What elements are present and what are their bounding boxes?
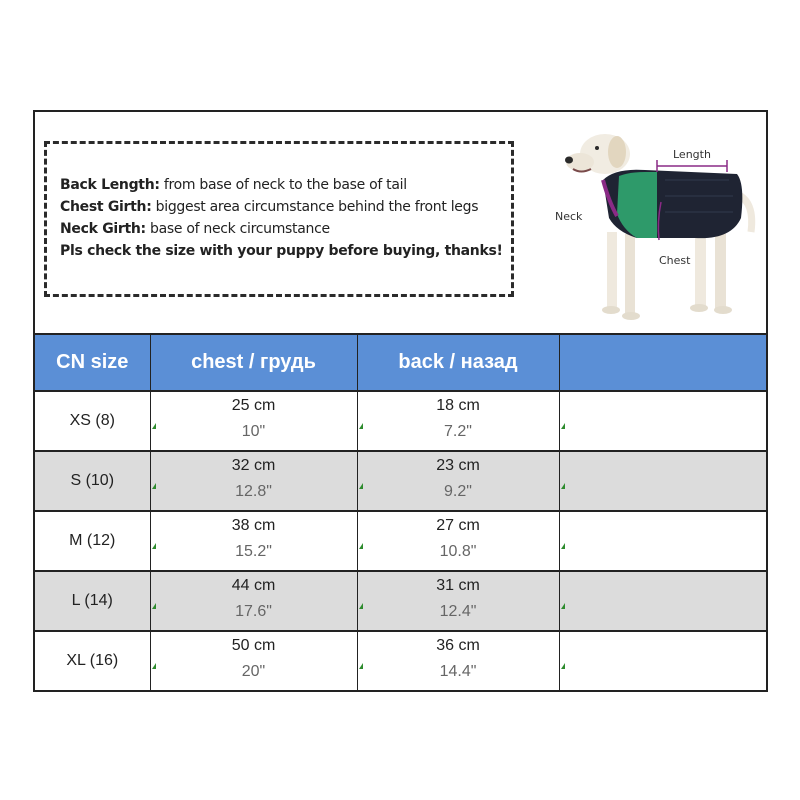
empty-cell xyxy=(559,451,766,511)
table-row xyxy=(35,511,766,571)
cell-marker xyxy=(152,543,156,549)
cell-marker xyxy=(561,603,565,609)
neck-girth-label: Neck Girth: xyxy=(60,221,146,237)
dog-measurement-diagram xyxy=(545,122,765,327)
empty-cell xyxy=(559,631,766,691)
size-value: S (10) xyxy=(70,472,115,489)
back-cell xyxy=(357,451,559,511)
back-cell xyxy=(357,511,559,571)
chest-inch: 12.8" xyxy=(235,483,272,500)
chest-cm: 38 cm xyxy=(231,517,276,534)
cell-marker xyxy=(152,603,156,609)
cell-marker xyxy=(359,543,363,549)
header-empty xyxy=(559,335,766,391)
size-value: L (14) xyxy=(71,592,113,609)
size-cell xyxy=(35,451,150,511)
size-cell xyxy=(35,631,150,691)
info-panel xyxy=(35,112,766,335)
table-header-row xyxy=(35,335,766,391)
chest-cell xyxy=(150,631,357,691)
size-value: XS (8) xyxy=(69,412,115,429)
cell-marker xyxy=(152,483,156,489)
cell-marker xyxy=(152,663,156,669)
cell-marker xyxy=(561,483,565,489)
size-cell xyxy=(35,511,150,571)
table-row xyxy=(35,571,766,631)
back-inch: 7.2" xyxy=(444,423,472,440)
back-length-line xyxy=(60,174,511,196)
chest-cm: 32 cm xyxy=(231,457,276,474)
size-chart-frame xyxy=(33,110,768,692)
cell-marker xyxy=(359,483,363,489)
chest-cell xyxy=(150,511,357,571)
chest-label: Chest xyxy=(659,254,691,267)
dog-vest xyxy=(603,170,742,238)
cell-marker xyxy=(359,663,363,669)
table-row xyxy=(35,451,766,511)
cell-marker xyxy=(359,423,363,429)
measurement-notes xyxy=(44,141,514,297)
table-row xyxy=(35,391,766,451)
neck-girth-text: base of neck circumstance xyxy=(145,221,330,237)
size-cell xyxy=(35,391,150,451)
header-cn-size: CN size xyxy=(35,335,150,391)
back-length-text: from base of neck to the base of tail xyxy=(159,177,407,193)
chest-cell xyxy=(150,451,357,511)
back-length-label: Back Length: xyxy=(60,177,160,193)
back-cell xyxy=(357,631,559,691)
size-table xyxy=(35,335,766,692)
chest-cm: 50 cm xyxy=(231,637,276,654)
length-label: Length xyxy=(673,148,711,161)
back-cm: 23 cm xyxy=(436,457,480,474)
size-cell xyxy=(35,571,150,631)
size-value: XL (16) xyxy=(66,652,119,669)
chest-girth-text: biggest area circumstance behind the front legs xyxy=(151,199,479,215)
back-cm: 36 cm xyxy=(436,637,480,654)
empty-cell xyxy=(559,511,766,571)
header-back: back / назад xyxy=(357,335,559,391)
back-inch: 9.2" xyxy=(444,483,472,500)
chest-inch: 17.6" xyxy=(235,603,272,620)
empty-cell xyxy=(559,391,766,451)
empty-cell xyxy=(559,571,766,631)
back-cell xyxy=(357,571,559,631)
cell-marker xyxy=(359,603,363,609)
chest-inch: 15.2" xyxy=(235,543,272,560)
neck-girth-line xyxy=(60,218,511,240)
cell-marker xyxy=(561,423,565,429)
table-row xyxy=(35,631,766,691)
back-inch: 12.4" xyxy=(439,603,477,620)
chest-inch: 10" xyxy=(241,423,266,440)
back-inch: 10.8" xyxy=(439,543,477,560)
chest-cm: 44 cm xyxy=(231,577,276,594)
check-size-note: Pls check the size with your puppy before buying, thanks! xyxy=(60,243,503,259)
back-inch: 14.4" xyxy=(439,663,477,680)
cell-marker xyxy=(561,663,565,669)
chest-cell xyxy=(150,391,357,451)
chest-cm: 25 cm xyxy=(231,397,276,414)
length-arrow xyxy=(657,160,727,172)
back-cm: 31 cm xyxy=(436,577,480,594)
neck-label: Neck xyxy=(555,210,583,223)
chest-girth-label: Chest Girth: xyxy=(60,199,152,215)
back-cell xyxy=(357,391,559,451)
cell-marker xyxy=(152,423,156,429)
chest-inch: 20" xyxy=(241,663,266,680)
header-chest: chest / грудь xyxy=(150,335,357,391)
back-cm: 27 cm xyxy=(436,517,480,534)
back-cm: 18 cm xyxy=(436,397,480,414)
chest-girth-line xyxy=(60,196,511,218)
cell-marker xyxy=(561,543,565,549)
chest-cell xyxy=(150,571,357,631)
size-value: M (12) xyxy=(69,532,116,549)
